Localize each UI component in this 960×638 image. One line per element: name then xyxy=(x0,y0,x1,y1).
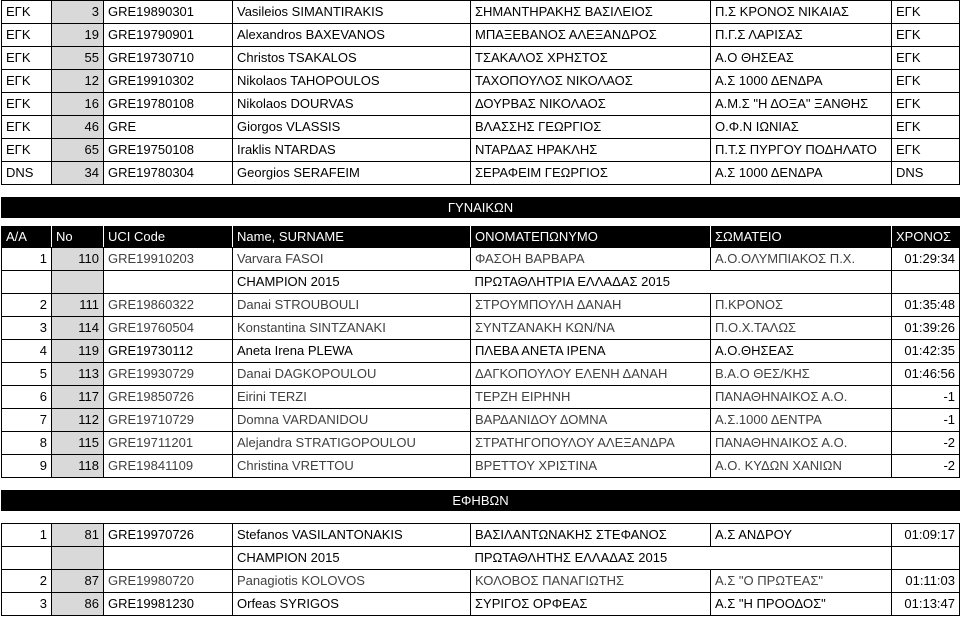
rank-cell: 4 xyxy=(2,340,52,363)
bib-number-cell: 119 xyxy=(52,340,104,363)
time-cell: ΕΓΚ xyxy=(892,139,960,162)
rank-cell: 1 xyxy=(2,524,52,547)
uci-code-cell: GRE19910203 xyxy=(104,248,233,271)
result-row xyxy=(2,524,960,547)
rider-greek-name-cell: ΤΑΧΟΠΟΥΛΟΣ ΝΙΚΟΛΑΟΣ xyxy=(471,70,711,93)
uci-code-cell: GRE19711201 xyxy=(104,432,233,455)
uci-code-cell: GRE19981230 xyxy=(104,593,233,616)
rider-greek-name-cell: ΣΗΜΑΝΤΗΡΑΚΗΣ ΒΑΣΙΛΕΙΟΣ xyxy=(471,1,711,24)
bib-number-cell: 65 xyxy=(52,139,104,162)
bib-number-cell: 117 xyxy=(52,386,104,409)
rider-name-cell: Stefanos VASILANTONAKIS xyxy=(233,524,471,547)
rank-cell: 2 xyxy=(2,294,52,317)
bib-number-cell: 113 xyxy=(52,363,104,386)
club-cell: Π.ΚΡΟΝΟΣ xyxy=(711,294,892,317)
champion-row xyxy=(2,271,960,294)
time-cell: ΕΓΚ xyxy=(892,93,960,116)
bib-number-cell: 110 xyxy=(52,248,104,271)
uci-code-cell: GRE19790901 xyxy=(104,24,233,47)
bib-number-cell: 86 xyxy=(52,593,104,616)
club-cell: Α.Μ.Σ "Η ΔΟΞΑ" ΞΑΝΘΗΣ xyxy=(711,93,892,116)
rider-name-cell: Eirini TERZI xyxy=(233,386,471,409)
header-uci: UCI Code xyxy=(104,227,233,248)
club-cell: Α.Σ "Ο ΠΡΩΤΕΑΣ" xyxy=(711,570,892,593)
bib-number-cell: 34 xyxy=(52,162,104,185)
result-row xyxy=(2,1,960,24)
time-cell: DNS xyxy=(892,162,960,185)
rank-cell: 2 xyxy=(2,570,52,593)
bib-number-cell: 112 xyxy=(52,409,104,432)
champion-greek-label: ΠΡΩΤΑΘΛΗΤΗΣ ΕΛΛΑΔΑΣ 2015 xyxy=(471,547,711,570)
rider-greek-name-cell: ΦΑΣΟΗ ΒΑΡΒΑΡΑ xyxy=(471,248,711,271)
rank-cell: 1 xyxy=(2,248,52,271)
women-section xyxy=(2,185,960,248)
uci-code-cell: GRE19890301 xyxy=(104,1,233,24)
juniors-section xyxy=(2,478,960,524)
result-row xyxy=(2,386,960,409)
club-cell: Α.Σ.1000 ΔΕΝΤΡΑ xyxy=(711,409,892,432)
time-cell: 01:29:34 xyxy=(892,248,960,271)
uci-code-cell: GRE19780304 xyxy=(104,162,233,185)
uci-code-cell: GRE19750108 xyxy=(104,139,233,162)
club-cell: Π.Γ.Σ ΛΑΡΙΣΑΣ xyxy=(711,24,892,47)
uci-code-cell: GRE19710729 xyxy=(104,409,233,432)
header-row xyxy=(2,227,960,248)
rider-name-cell: Domna VARDANIDOU xyxy=(233,409,471,432)
rider-name-cell: Vasileios SIMANTIRAKIS xyxy=(233,1,471,24)
rider-greek-name-cell: ΣΤΡΟΥΜΠΟΥΛΗ ΔΑΝΑΗ xyxy=(471,294,711,317)
rank-cell: ΕΓΚ xyxy=(2,139,52,162)
rider-greek-name-cell: ΣΥΝΤΖΑΝΑΚΗ ΚΩΝ/ΝΑ xyxy=(471,317,711,340)
rider-greek-name-cell: ΔΟΥΡΒΑΣ ΝΙΚΟΛΑΟΣ xyxy=(471,93,711,116)
bib-number-cell: 19 xyxy=(52,24,104,47)
rider-greek-name-cell: ΣΕΡΑΦΕΙΜ ΓΕΩΡΓΙΟΣ xyxy=(471,162,711,185)
club-cell: Α.Ο. ΚΥΔΩΝ ΧΑΝΙΩΝ xyxy=(711,455,892,478)
time-cell: 01:46:56 xyxy=(892,363,960,386)
result-row xyxy=(2,70,960,93)
rider-name-cell: Giorgos VLASSIS xyxy=(233,116,471,139)
rider-name-cell: Iraklis NTARDAS xyxy=(233,139,471,162)
uci-code-cell: GRE19850726 xyxy=(104,386,233,409)
result-row xyxy=(2,116,960,139)
time-cell: -1 xyxy=(892,386,960,409)
time-cell: -2 xyxy=(892,455,960,478)
bib-number-cell: 87 xyxy=(52,570,104,593)
bib-number-cell: 55 xyxy=(52,47,104,70)
club-cell: Π.Σ ΚΡΟΝΟΣ ΝΙΚΑΙΑΣ xyxy=(711,1,892,24)
rank-cell: 8 xyxy=(2,432,52,455)
club-cell: ΠΑΝΑΘΗΝΑΙΚΟΣ Α.Ο. xyxy=(711,432,892,455)
rank-cell: 3 xyxy=(2,593,52,616)
header-aa: A/A xyxy=(2,227,52,248)
club-cell: Ο.Φ.Ν ΙΩΝΙΑΣ xyxy=(711,116,892,139)
result-row xyxy=(2,248,960,271)
club-cell: Α.Σ 1000 ΔΕΝΔΡΑ xyxy=(711,162,892,185)
time-cell: -1 xyxy=(892,409,960,432)
header-greek-name: ΟΝΟΜΑΤΕΠΩΝΥΜΟ xyxy=(471,227,711,248)
uci-code-cell: GRE19730112 xyxy=(104,340,233,363)
result-row xyxy=(2,317,960,340)
rider-name-cell: Konstantina SINTZANAKI xyxy=(233,317,471,340)
bib-number-cell: 114 xyxy=(52,317,104,340)
header-time: ΧΡΟΝΟΣ xyxy=(892,227,960,248)
uci-code-cell: GRE19980720 xyxy=(104,570,233,593)
rider-greek-name-cell: ΔΑΓΚΟΠΟΥΛΟΥ ΕΛΕΝΗ ΔΑΝΑΗ xyxy=(471,363,711,386)
rider-name-cell: Nikolaos TAHOPOULOS xyxy=(233,70,471,93)
juniors-title: ΕΦΗΒΩΝ xyxy=(2,491,960,511)
rider-greek-name-cell: ΣΤΡΑΤΗΓΟΠΟΥΛΟΥ ΑΛΕΞΑΝΔΡΑ xyxy=(471,432,711,455)
club-cell: Α.Ο ΘΗΣΕΑΣ xyxy=(711,47,892,70)
rider-name-cell: Panagiotis KOLOVOS xyxy=(233,570,471,593)
time-cell: -2 xyxy=(892,432,960,455)
rider-name-cell: Danai STROUBOULI xyxy=(233,294,471,317)
uci-code-cell: GRE19841109 xyxy=(104,455,233,478)
bib-number-cell: 46 xyxy=(52,116,104,139)
bib-number-cell: 3 xyxy=(52,1,104,24)
result-row xyxy=(2,455,960,478)
champion-label: CHAMPION 2015 xyxy=(233,271,471,294)
uci-code-cell: GRE xyxy=(104,116,233,139)
rider-greek-name-cell: ΤΕΡΖΗ ΕΙΡΗΝΗ xyxy=(471,386,711,409)
bib-number-cell: 111 xyxy=(52,294,104,317)
top-section xyxy=(2,1,960,185)
time-cell: 01:42:35 xyxy=(892,340,960,363)
rider-name-cell: Alexandros BAXEVANOS xyxy=(233,24,471,47)
time-cell: ΕΓΚ xyxy=(892,70,960,93)
champion-row xyxy=(2,547,960,570)
club-cell: Π.Ο.Χ.ΤΑΛΩΣ xyxy=(711,317,892,340)
result-row xyxy=(2,593,960,616)
time-cell: ΕΓΚ xyxy=(892,1,960,24)
uci-code-cell: GRE19860322 xyxy=(104,294,233,317)
result-row xyxy=(2,409,960,432)
rider-name-cell: Nikolaos DOURVAS xyxy=(233,93,471,116)
rider-name-cell: Orfeas SYRIGOS xyxy=(233,593,471,616)
uci-code-cell: GRE19970726 xyxy=(104,524,233,547)
rank-cell: 6 xyxy=(2,386,52,409)
bib-number-cell: 118 xyxy=(52,455,104,478)
rider-name-cell: Christos TSAKALOS xyxy=(233,47,471,70)
rank-cell: ΕΓΚ xyxy=(2,116,52,139)
time-cell: ΕΓΚ xyxy=(892,24,960,47)
rider-greek-name-cell: ΒΛΑΣΣΗΣ ΓΕΩΡΓΙΟΣ xyxy=(471,116,711,139)
rider-greek-name-cell: ΒΡΕΤΤΟΥ ΧΡΙΣΤΙΝΑ xyxy=(471,455,711,478)
rank-cell: ΕΓΚ xyxy=(2,1,52,24)
juniors-results xyxy=(2,524,960,616)
result-row xyxy=(2,93,960,116)
time-cell: 01:39:26 xyxy=(892,317,960,340)
rider-greek-name-cell: ΠΛΕΒΑ ΑΝΕΤΑ ΙΡΕΝΑ xyxy=(471,340,711,363)
champion-label: CHAMPION 2015 xyxy=(233,547,471,570)
club-cell: ΠΑΝΑΘΗΝΑΙΚΟΣ Α.Ο. xyxy=(711,386,892,409)
time-cell: 01:11:03 xyxy=(892,570,960,593)
result-row xyxy=(2,294,960,317)
rider-greek-name-cell: ΚΟΛΟΒΟΣ ΠΑΝΑΓΙΩΤΗΣ xyxy=(471,570,711,593)
results-table xyxy=(1,0,960,616)
rank-cell: 9 xyxy=(2,455,52,478)
rider-greek-name-cell: ΣΥΡΙΓΟΣ ΟΡΦΕΑΣ xyxy=(471,593,711,616)
result-row xyxy=(2,139,960,162)
rank-cell: ΕΓΚ xyxy=(2,93,52,116)
club-cell: Α.Ο.ΟΛΥΜΠΙΑΚΟΣ Π.Χ. xyxy=(711,248,892,271)
time-cell: ΕΓΚ xyxy=(892,47,960,70)
rider-greek-name-cell: ΝΤΑΡΔΑΣ ΗΡΑΚΛΗΣ xyxy=(471,139,711,162)
rank-cell: 3 xyxy=(2,317,52,340)
rank-cell: ΕΓΚ xyxy=(2,47,52,70)
bib-number-cell: 16 xyxy=(52,93,104,116)
result-row xyxy=(2,363,960,386)
rank-cell: ΕΓΚ xyxy=(2,70,52,93)
header-name: Name, SURNAME xyxy=(233,227,471,248)
rank-cell: 7 xyxy=(2,409,52,432)
women-results xyxy=(2,248,960,478)
club-cell: Α.Σ ΑΝΔΡΟΥ xyxy=(711,524,892,547)
rider-greek-name-cell: ΜΠΑΞΕΒΑΝΟΣ ΑΛΕΞΑΝΔΡΟΣ xyxy=(471,24,711,47)
bib-number-cell: 12 xyxy=(52,70,104,93)
result-row xyxy=(2,432,960,455)
uci-code-cell: GRE19760504 xyxy=(104,317,233,340)
bib-number-cell: 81 xyxy=(52,524,104,547)
bib-number-cell: 115 xyxy=(52,432,104,455)
rider-greek-name-cell: ΒΑΡΔΑΝΙΔΟΥ ΔΟΜΝΑ xyxy=(471,409,711,432)
header-no: No xyxy=(52,227,104,248)
club-cell: Β.Α.Ο ΘΕΣ/ΚΗΣ xyxy=(711,363,892,386)
uci-code-cell: GRE19910302 xyxy=(104,70,233,93)
rank-cell: DNS xyxy=(2,162,52,185)
rider-name-cell: Georgios SERAFEIM xyxy=(233,162,471,185)
uci-code-cell: GRE19780108 xyxy=(104,93,233,116)
uci-code-cell: GRE19930729 xyxy=(104,363,233,386)
result-row xyxy=(2,47,960,70)
time-cell: 01:13:47 xyxy=(892,593,960,616)
rider-name-cell: Christina VRETTOU xyxy=(233,455,471,478)
club-cell: Α.Ο.ΘΗΣΕΑΣ xyxy=(711,340,892,363)
champion-greek-label: ΠΡΩΤΑΘΛΗΤΡΙΑ ΕΛΛΑΔΑΣ 2015 xyxy=(471,271,711,294)
rank-cell: 5 xyxy=(2,363,52,386)
rider-name-cell: Danai DAGKOPOULOU xyxy=(233,363,471,386)
result-row xyxy=(2,340,960,363)
result-row xyxy=(2,570,960,593)
result-row xyxy=(2,162,960,185)
rank-cell: ΕΓΚ xyxy=(2,24,52,47)
rider-name-cell: Aneta Irena PLEWA xyxy=(233,340,471,363)
time-cell: 01:09:17 xyxy=(892,524,960,547)
club-cell: Π.Τ.Σ ΠΥΡΓΟΥ ΠΟΔΗΛΑΤΟ xyxy=(711,139,892,162)
time-cell: ΕΓΚ xyxy=(892,116,960,139)
rider-name-cell: Varvara FASOI xyxy=(233,248,471,271)
club-cell: Α.Σ "Η ΠΡΟΟΔΟΣ" xyxy=(711,593,892,616)
rider-greek-name-cell: ΤΣΑΚΑΛΟΣ ΧΡΗΣΤΟΣ xyxy=(471,47,711,70)
rider-greek-name-cell: ΒΑΣΙΛΑΝΤΩΝΑΚΗΣ ΣΤΕΦΑΝΟΣ xyxy=(471,524,711,547)
time-cell: 01:35:48 xyxy=(892,294,960,317)
header-club: ΣΩΜΑΤΕΙΟ xyxy=(711,227,892,248)
women-title: ΓΥΝΑΙΚΩΝ xyxy=(2,198,960,218)
result-row xyxy=(2,24,960,47)
uci-code-cell: GRE19730710 xyxy=(104,47,233,70)
rider-name-cell: Alejandra STRATIGOPOULOU xyxy=(233,432,471,455)
club-cell: Α.Σ 1000 ΔΕΝΔΡΑ xyxy=(711,70,892,93)
